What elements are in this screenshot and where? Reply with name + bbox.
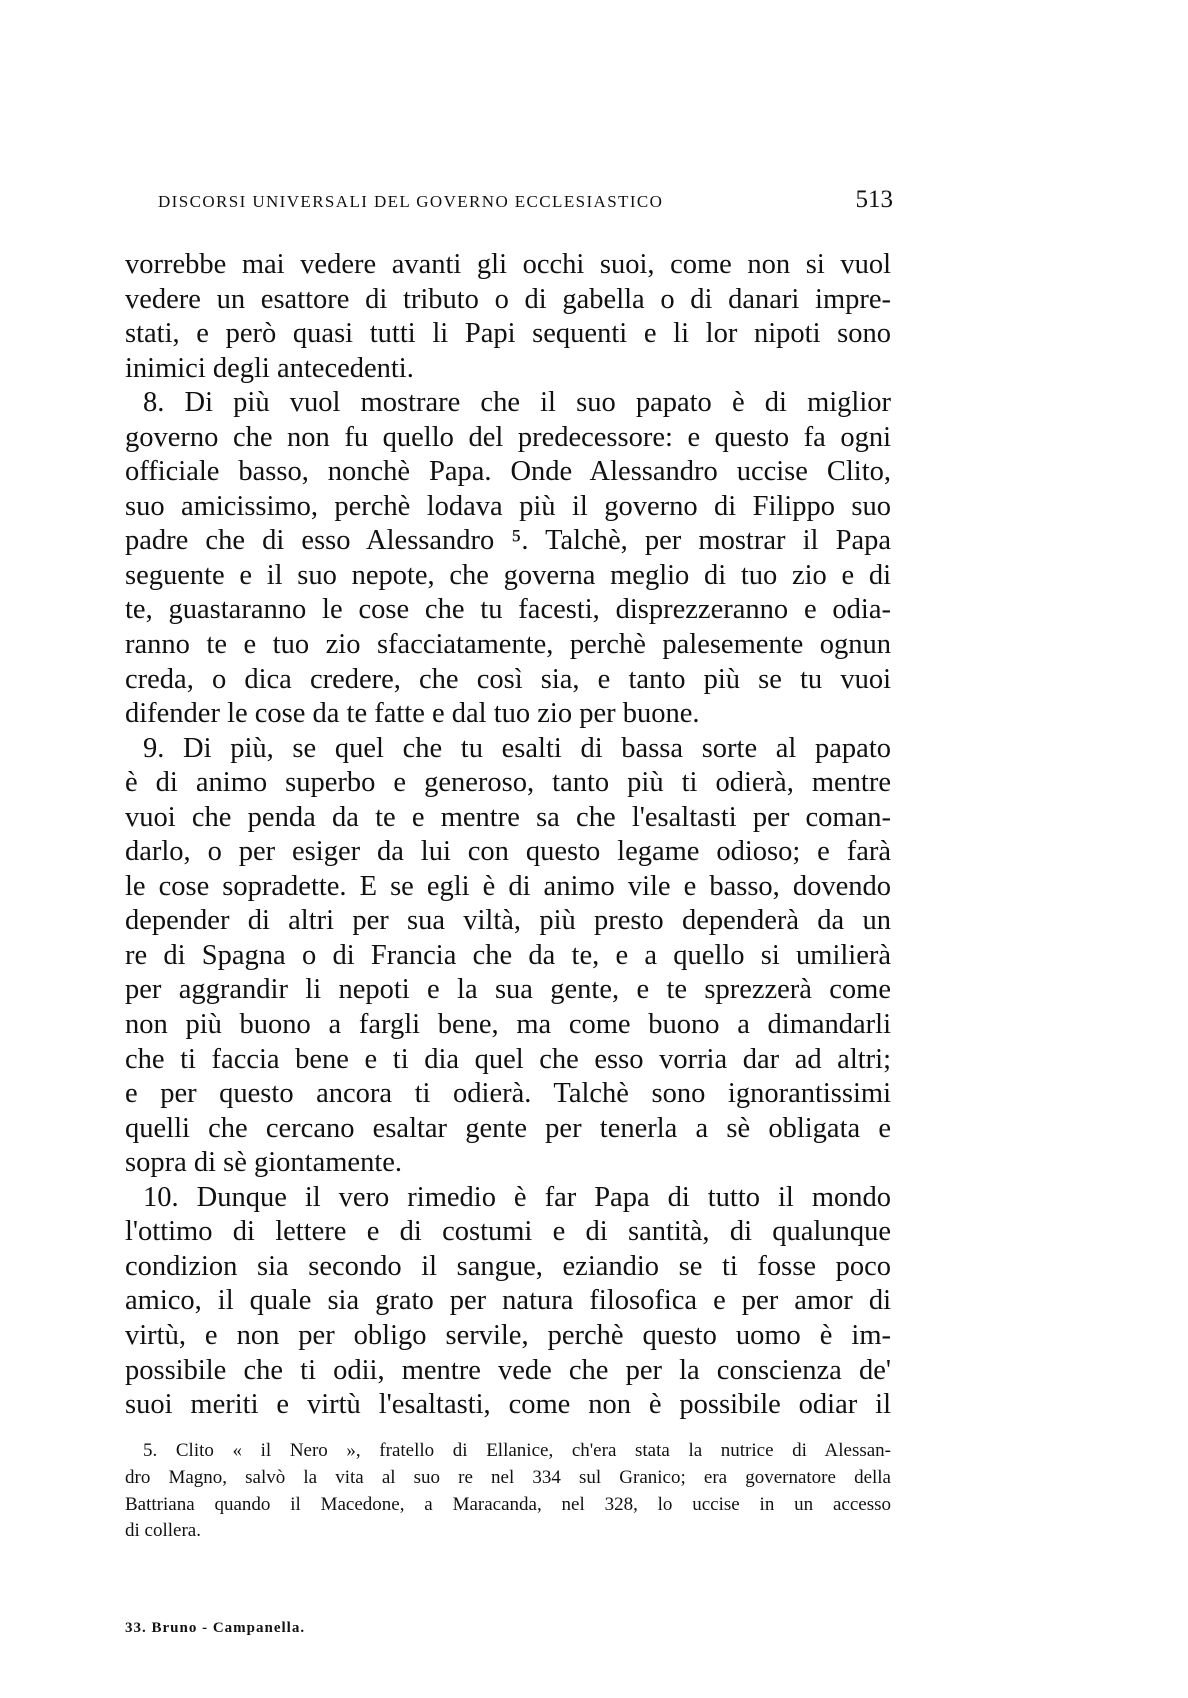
running-title: DISCORSI UNIVERSALI DEL GOVERNO ECCLESIASTICO [158, 192, 664, 211]
page-number: 513 [855, 186, 893, 213]
text-line: stati, e però quasi tutti li Papi sequenti e li lor nipoti sono [125, 318, 891, 350]
footnote-line: Battriana quando il Macedone, a Maracanda, nel 328, lo uccise in un accesso [125, 1493, 891, 1515]
footnote-line: 5. Clito « il Nero », fratello di Ellanice, ch'era stata la nutrice di Alessan- [143, 1440, 891, 1461]
text-line: le cose sopradette. E se egli è di animo vile e basso, dovendo [125, 870, 891, 902]
text-line: 8. Di più vuol mostrare che il suo papato è di miglior [143, 387, 891, 419]
text-line: darlo, o per esiger da lui con questo legame odioso; e farà [125, 836, 891, 868]
text-line: per aggrandir li nepoti e la sua gente, e te sprezzerà come [125, 974, 891, 1006]
text-line: re di Spagna o di Francia che da te, e a quello si umilierà [125, 939, 891, 971]
text-line: suo amicissimo, perchè lodava più il governo di Filippo suo [125, 490, 891, 522]
running-head [158, 186, 893, 222]
text-line: amico, il quale sia grato per natura filosofica e per amor di [125, 1285, 891, 1317]
text-line: quelli che cercano esaltar gente per tenerla a sè obligata e [125, 1112, 891, 1144]
text-line: seguente e il suo nepote, che governa meglio di tuo zio e di [125, 559, 891, 591]
text-line: possibile che ti odii, mentre vede che per la conscienza de' [125, 1354, 891, 1386]
text-line: governo che non fu quello del predecessore: e questo fa ogni [125, 421, 891, 453]
text-line: l'ottimo di lettere e di costumi e di santità, di qualunque [125, 1216, 891, 1248]
body-text [125, 248, 891, 1423]
text-line: non più buono a fargli bene, ma come buono a dimandarli [125, 1009, 891, 1041]
text-line: padre che di esso Alessandro ⁵. Talchè, per mostrar il Papa [125, 525, 891, 557]
text-line: vedere un esattore di tributo o di gabella o di danari impre- [125, 283, 891, 315]
text-line: te, guastaranno le cose che tu facesti, disprezzeranno e odia- [125, 594, 891, 626]
printer-signature: 33. Bruno - Campanella. [125, 1620, 306, 1636]
text-line: condizion sia secondo il sangue, eziandio se ti fosse poco [125, 1250, 891, 1282]
text-line: vuoi che penda da te e mentre sa che l'esaltasti per coman- [125, 801, 891, 833]
text-line: 9. Di più, se quel che tu esalti di bassa sorte al papato [143, 732, 891, 764]
text-line: suoi meriti e virtù l'esaltasti, come non è possibile odiar il [125, 1389, 891, 1421]
text-line: e per questo ancora ti odierà. Talchè sono ignorantissimi [125, 1078, 891, 1110]
text-line: virtù, e non per obligo servile, perchè questo uomo è im- [125, 1319, 891, 1351]
text-line: sopra di sè giontamente. [125, 1147, 403, 1179]
text-line: creda, o dica credere, che così sia, e tanto più se tu vuoi [125, 663, 891, 695]
text-line: ranno te e tuo zio sfacciatamente, perchè palesemente ognun [125, 629, 891, 661]
text-line: officiale basso, nonchè Papa. Onde Alessandro uccise Clito, [125, 456, 891, 488]
text-line: che ti faccia bene e ti dia quel che esso vorria dar ad altri; [125, 1043, 891, 1075]
text-line: 10. Dunque il vero rimedio è far Papa di tutto il mondo [143, 1181, 891, 1213]
text-line: vorrebbe mai vedere avanti gli occhi suoi, come non si vuol [125, 249, 891, 280]
text-line: è di animo superbo e generoso, tanto più ti odierà, mentre [125, 767, 891, 799]
footnote-line: dro Magno, salvò la vita al suo re nel 334 sul Granico; era governatore della [125, 1466, 891, 1488]
text-line: depender di altri per sua viltà, più presto dependerà da un [125, 905, 891, 937]
footnotes [125, 1438, 891, 1545]
text-line: difender le cose da te fatte e dal tuo zio per buone. [125, 698, 700, 730]
text-line: inimici degli antecedenti. [125, 352, 414, 384]
footnote-line: di collera. [125, 1520, 201, 1542]
